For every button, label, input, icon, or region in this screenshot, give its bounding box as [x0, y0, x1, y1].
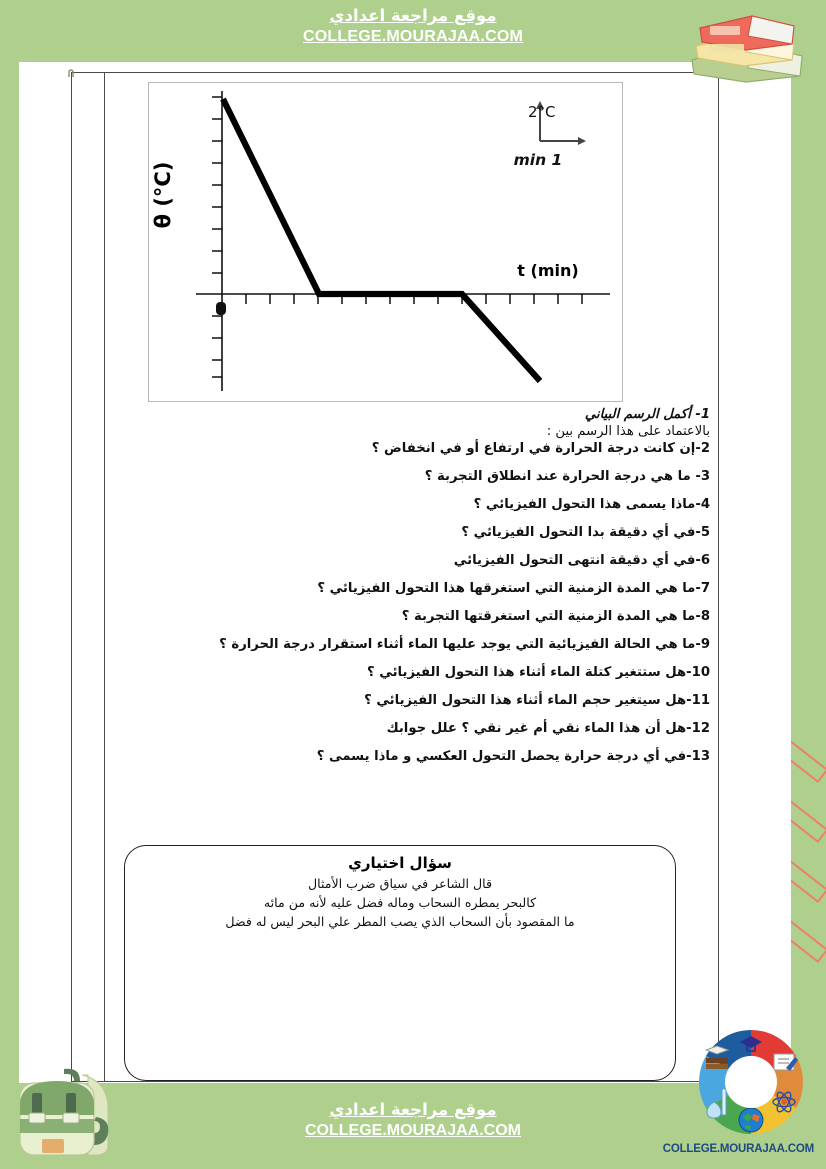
question-6: 6-في أي دقيقة انتهى التحول الفيزيائي — [453, 553, 710, 568]
watermark: COLLEGE.MOURAJAA.COM — [662, 1143, 814, 1155]
answer-line[interactable] — [112, 737, 712, 748]
cooling-curve-graph — [148, 82, 623, 402]
instruction-line: بالاعتماد على هذا الرسم بين : — [546, 424, 710, 439]
answer-line[interactable] — [112, 653, 712, 664]
answer-line[interactable] — [139, 941, 661, 952]
question-12: 12-هل أن هذا الماء نقي أم غير نقي ؟ علل جوابك — [386, 721, 710, 736]
question-8: 8-ما هي المدة الزمنية التي استغرقتها التجربة ؟ — [401, 609, 710, 624]
y-axis-ticks — [212, 97, 222, 377]
optional-answer-lines — [125, 941, 675, 1077]
answer-line[interactable] — [112, 597, 712, 608]
answer-line[interactable] — [112, 457, 412, 468]
marks-column — [71, 72, 105, 1082]
answer-line[interactable] — [139, 991, 661, 1002]
answer-line[interactable] — [112, 569, 534, 580]
scale-legend — [514, 101, 586, 169]
answer-line[interactable] — [139, 1041, 661, 1052]
answer-line[interactable] — [139, 1016, 661, 1027]
question-1: 1- أكمل الرسم البياني — [584, 407, 710, 422]
answer-line[interactable] — [112, 765, 712, 776]
answer-line[interactable] — [112, 681, 412, 692]
question-9: 9-ما هي الحالة الفيزيائية التي يوجد عليها الماء أثناء استقرار درجة الحرارة ؟ — [219, 637, 710, 652]
answer-line[interactable] — [139, 1066, 661, 1077]
question-2: 2-إن كانت درجة الحرارة في ارتفاع أو في انخفاض ؟ — [371, 441, 710, 456]
answer-line[interactable] — [112, 625, 712, 636]
scale-horizontal-label: 1 min — [513, 151, 563, 169]
footer-site-url: COLLEGE.MOURAJAA.COM — [305, 1122, 521, 1139]
answer-line[interactable] — [112, 541, 534, 552]
x-axis-label: t (min) — [517, 261, 579, 280]
answer-line[interactable] — [112, 513, 534, 524]
site-url: COLLEGE.MOURAJAA.COM — [303, 28, 523, 45]
poem-line-1: قال الشاعر في سياق ضرب الأمثال — [307, 876, 493, 891]
poem-line-2: كالبحر يمطره السحاب وماله فضل عليه لأنه من مائه — [263, 895, 537, 910]
site-arabic-name: موقع مراجعة اعدادي — [329, 6, 497, 25]
question-13: 13-في أي درجة حرارة يحصل التحول العكسي و ماذا يسمى ؟ — [316, 749, 710, 764]
temperature-curve — [223, 99, 540, 381]
paperclip-icon — [66, 68, 78, 80]
y-axis-label: θ (°C) — [151, 161, 175, 229]
poem-line-3: ما المقصود بأن السحاب الذي يصب المطر علي البحر ليس له فضل — [225, 914, 575, 929]
answer-line[interactable] — [112, 485, 473, 496]
questions-list — [106, 406, 718, 776]
question-7: 7-ما هي المدة الزمنية التي استغرقها هذا التحول الفيزيائي ؟ — [317, 581, 710, 596]
answer-line[interactable] — [112, 709, 412, 720]
education-wheel-icon — [692, 1023, 810, 1141]
graph-svg — [150, 83, 622, 400]
footer-site-arabic-name: موقع مراجعة اعدادي — [329, 1100, 497, 1119]
optional-question-title: سؤال اختياري — [348, 854, 452, 872]
question-11: 11-هل سيتغير حجم الماء أثناء هذا التحول الفيزيائي ؟ — [364, 693, 710, 708]
scale-vertical-label: 2°C — [528, 103, 556, 121]
origin-marker — [216, 302, 226, 315]
question-3: 3- ما هي درجة الحرارة عند انطلاق التجربة ؟ — [424, 469, 710, 484]
books-stack-icon — [682, 2, 810, 86]
question-4: 4-ماذا يسمى هذا التحول الفيزيائي ؟ — [473, 497, 710, 512]
question-5: 5-في أي دقيقة بدا التحول الفيزيائي ؟ — [461, 525, 710, 540]
optional-question-box — [124, 845, 676, 1081]
backpack-icon — [4, 1047, 130, 1167]
question-10: 10-هل ستتغير كتلة الماء أثناء هذا التحول الفيزيائي ؟ — [367, 665, 710, 680]
answer-line[interactable] — [139, 966, 661, 977]
